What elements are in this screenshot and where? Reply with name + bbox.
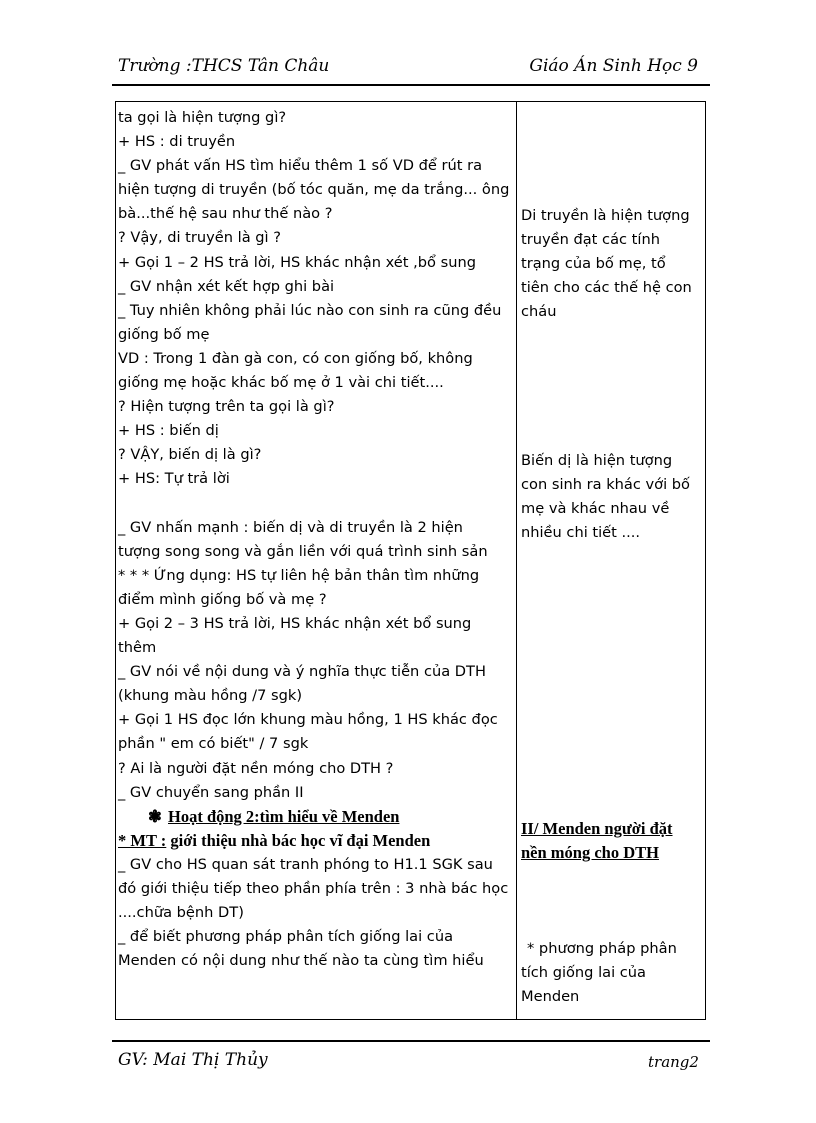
text-line: phần " em có biết" / 7 sgk: [118, 735, 309, 753]
text-line: + HS : di truyền: [118, 133, 236, 151]
text-line: tiên cho các thế hệ con: [521, 279, 692, 297]
text-line: _ GV phát vấn HS tìm hiểu thêm 1 số VD để rút ra: [118, 157, 483, 175]
text-line: + Gọi 1 HS đọc lớn khung màu hồng, 1 HS khác đọc: [118, 711, 498, 729]
text-line: ? Ai là người đặt nền móng cho DTH ?: [118, 759, 394, 777]
heading-line: II/ Menden người đặt: [521, 819, 673, 838]
text-line: + HS: Tự trả lời: [118, 470, 230, 488]
text-line: cháu: [521, 303, 557, 321]
text-line: Menden có nội dung như thế nào ta cùng tìm hiểu: [118, 952, 484, 970]
text-line: + HS : biến dị: [118, 422, 219, 440]
text-line: (khung màu hồng /7 sgk): [118, 687, 303, 705]
page-number: trang2: [648, 1053, 699, 1071]
text-line: giống mẹ hoặc khác bố mẹ ở 1 vài chi tiết....: [118, 374, 444, 392]
text-line: VD : Trong 1 đàn gà con, có con giống bố, không: [118, 349, 473, 367]
activity-heading: [118, 805, 514, 829]
section-heading: [521, 817, 673, 865]
text-line: trạng của bố mẹ, tổ: [521, 255, 666, 273]
objective-label: * MT :: [118, 830, 167, 850]
text-line: _ GV chuyển sang phần II: [118, 783, 304, 801]
teacher-student-activities: [118, 106, 514, 973]
text-line: _ để biết phương pháp phân tích giống lai của: [118, 928, 454, 946]
text-line: ? Vậy, di truyền là gì ?: [118, 229, 281, 247]
page-header: [118, 52, 698, 82]
text-line: tích giống lai của: [521, 964, 646, 982]
text-line: điểm mình giống bố và mẹ ?: [118, 590, 327, 608]
activity-title: Hoạt động 2:tìm hiểu về Menden: [168, 806, 400, 826]
text-line: ta gọi là hiện tượng gì?: [118, 109, 287, 126]
text-line: con sinh ra khác với bố: [521, 476, 690, 494]
heredity-definition: [521, 204, 692, 324]
text-line: Menden: [521, 988, 580, 1006]
column-divider: [516, 102, 517, 1019]
school-name: Trường :THCS Tân Châu: [118, 56, 330, 76]
text-line: giống bố mẹ: [118, 325, 210, 343]
text-line: * phương pháp phân: [527, 940, 677, 957]
text-line: Biến dị là hiện tượng: [521, 452, 673, 469]
text-line: nhiều chi tiết ....: [521, 524, 641, 542]
objective-line: [118, 829, 514, 853]
text-line: ? VẬY, biến dị là gì?: [118, 446, 262, 464]
text-line: + Gọi 2 – 3 HS trả lời, HS khác nhận xét bổ sung: [118, 614, 472, 632]
text-line: _ GV nhấn mạnh : biến dị và di truyền là 2 hiện: [118, 518, 463, 536]
heading-line: nền móng cho DTH: [521, 843, 659, 863]
text-line: Di truyền là hiện tượng: [521, 207, 690, 224]
text-line: hiện tượng di truyền (bố tóc quăn, mẹ da trắng... ông: [118, 181, 510, 199]
lesson-table: [115, 101, 706, 1020]
footer-rule: [112, 1040, 710, 1042]
blank-line: [118, 492, 514, 516]
teacher-name: GV: Mai Thị Thủy: [118, 1050, 268, 1070]
flower-icon: ❃: [148, 806, 162, 826]
text-line: _ GV nhận xét kết hợp ghi bài: [118, 277, 335, 295]
header-rule: [112, 84, 710, 86]
variation-definition: [521, 449, 690, 545]
objective-text: giới thiệu nhà bác học vĩ đại Menden: [166, 830, 431, 850]
text-line: mẹ và khác nhau về: [521, 500, 670, 518]
text-line: _ GV nói về nội dung và ý nghĩa thực tiễn của DTH: [118, 663, 486, 681]
text-line: _ GV cho HS quan sát tranh phóng to H1.1 SGK sau: [118, 855, 493, 873]
text-line: truyền đạt các tính: [521, 231, 660, 249]
text-line: + Gọi 1 – 2 HS trả lời, HS khác nhận xét ,bổ sung: [118, 253, 476, 271]
subject-title: Giáo Án Sinh Học 9: [529, 56, 698, 76]
text-line: _ Tuy nhiên không phải lúc nào con sinh ra cũng đều: [118, 301, 502, 319]
text-line: thêm: [118, 639, 157, 657]
text-line: đó giới thiệu tiếp theo phần phía trên : 3 nhà bác học: [118, 880, 509, 897]
text-line: bà...thế hệ sau như thế nào ?: [118, 205, 333, 223]
text-line: * * * Ứng dụng: HS tự liên hệ bản thân tìm những: [118, 566, 480, 584]
method-note: [521, 937, 677, 1009]
text-line: ? Hiện tượng trên ta gọi là gì?: [118, 398, 335, 416]
text-line: tượng song song và gắn liền với quá trình sinh sản: [118, 542, 488, 560]
text-line: ....chữa bệnh DT): [118, 904, 244, 922]
